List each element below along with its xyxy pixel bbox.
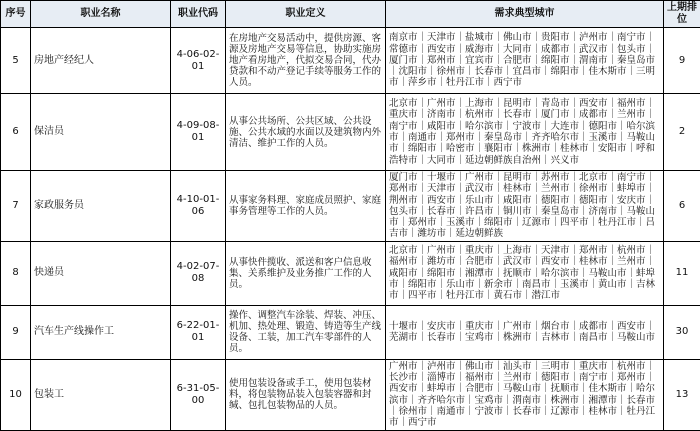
row-code: 4-02-07-08 [171,241,226,305]
row-cities: 十堰市｜安庆市｜重庆市｜广州市｜烟台市｜成都市｜西安市｜芜湖市｜长春市｜宝鸡市｜株洲市｜吉林市｜南昌市｜马鞍山市 [386,305,664,359]
table-row [1,241,700,305]
row-name: 房地产经纪人 [31,28,171,94]
row-prev-rank: 2 [664,94,700,171]
row-prev-rank: 6 [664,171,700,242]
row-cities: 北京市｜广州市｜重庆市｜上海市｜天津市｜郑州市｜杭州市｜福州市｜潍坊市｜合肥市｜武汉市｜西安市｜桂林市｜兰州市｜咸阳市｜绵阳市｜湘潭市｜抚顺市｜哈尔滨市｜马鞍山市｜蚌埠市｜绵阳市｜乐山市｜新余市｜南昌市｜玉溪市｜黄山市｜吉林市｜四平市｜牡丹江市｜黄石市｜潜江市 [386,241,664,305]
header-no: 序号 [1,1,31,28]
row-no: 8 [1,241,31,305]
row-cities: 广州市｜泸州市｜佛山市｜汕头市｜三明市｜重庆市｜杭州市｜长沙市｜淄博市｜福州市｜兰州市｜德阳市｜南宁市｜郑州市｜西安市｜蚌埠市｜合肥市｜马鞍山市｜抚顺市｜佳木斯市｜哈尔滨市｜齐齐哈尔市｜宝鸡市｜渭南市｜株洲市｜湘潭市｜长春市｜徐州市｜南通市｜宁波市｜长春市｜辽源市｜桂林市｜牡丹江市｜西宁市 [386,359,664,430]
row-code: 6-31-05-00 [171,359,226,430]
row-code: 4-09-08-01 [171,94,226,171]
row-cities: 南京市｜天津市｜盐城市｜佛山市｜贵阳市｜泸州市｜南宁市｜常德市｜西安市｜威海市｜大同市｜成都市｜武汉市｜包头市｜厦门市｜郑州市｜宜宾市｜合肥市｜绵阳市｜渭南市｜秦皇岛市｜沈阳市｜徐州市｜长春市｜宜昌市｜绵阳市｜佳木斯市｜三明市｜萍乡市｜牡丹江市｜西宁市 [386,28,664,94]
row-no: 6 [1,94,31,171]
row-definition: 在房地产交易活动中，提供房源、客源及房地产交易等信息，协助实施房地产看房地产，代拟交易合同，代办贷款和不动产登记手续等服务工作的人员。 [226,28,386,94]
table-row [1,94,700,171]
header-code: 职业代码 [171,1,226,28]
row-name: 汽车生产线操作工 [31,305,171,359]
header-prev-rank: 上期排位 [664,1,700,28]
header-cities: 需求典型城市 [386,1,664,28]
row-name: 家政服务员 [31,171,171,242]
row-cities: 厦门市｜十堰市｜广州市｜昆明市｜苏州市｜北京市｜南宁市｜郑州市｜天津市｜武汉市｜桂林市｜兰州市｜徐州市｜蚌埠市｜荆州市｜西安市｜乐山市｜咸阳市｜德阳市｜德阳市｜安庆市｜包头市｜长春市｜许昌市｜铜川市｜秦皇岛市｜济南市｜马鞍山市｜郑州市｜玉溪市｜绵阳市｜辽源市｜四平市｜牡丹江市｜吕吉市｜潍坊市｜延边朝鲜族 [386,171,664,242]
table-row [1,28,700,94]
table-row [1,171,700,242]
table-row [1,305,700,359]
row-prev-rank: 9 [664,28,700,94]
row-definition: 使用包装设备或手工，使用包装材料，将包装物品装入包装容器和封缄、包扎包装物品的人员。 [226,359,386,430]
row-definition: 从事公共场所、公共区域、公共设施、公共水域的水面以及建筑物内外清洁、维护工作的人员。 [226,94,386,171]
table-header-row [1,1,700,28]
row-cities: 北京市｜广州市｜上海市｜昆明市｜青岛市｜西安市｜福州市｜重庆市｜济南市｜杭州市｜长春市｜厦门市｜成都市｜兰州市｜南宁市｜咸阳市｜哈尔滨市｜宁波市｜大连市｜德阳市｜哈尔滨市｜南通市｜郑州市｜秦皇岛市｜齐齐哈尔市｜玉溪市｜马鞍山市｜绵阳市｜哈密市｜襄阳市｜株洲市｜桂林市｜安阳市｜呼和浩特市｜大同市｜延边朝鲜族自治州｜兴义市 [386,94,664,171]
row-no: 9 [1,305,31,359]
row-name: 包装工 [31,359,171,430]
header-name: 职业名称 [31,1,171,28]
row-no: 5 [1,28,31,94]
row-name: 快递员 [31,241,171,305]
row-definition: 从事快件揽收、派送和客户信息收集、关系维护及业务推广工作的人员。 [226,241,386,305]
row-prev-rank: 30 [664,305,700,359]
row-prev-rank: 13 [664,359,700,430]
row-no: 10 [1,359,31,430]
row-code: 4-10-01-06 [171,171,226,242]
header-definition: 职业定义 [226,1,386,28]
row-code: 6-22-01-01 [171,305,226,359]
table-row [1,359,700,430]
row-code: 4-06-02-01 [171,28,226,94]
row-prev-rank: 11 [664,241,700,305]
row-name: 保洁员 [31,94,171,171]
row-definition: 操作、调整汽车涂装、焊装、冲压、机加、热处理、锻造、铸造等生产线设备、工装，加工汽车零部件的人员。 [226,305,386,359]
row-no: 7 [1,171,31,242]
row-definition: 从事家务料理、家庭成员照护、家庭事务管理等工作的人员。 [226,171,386,242]
